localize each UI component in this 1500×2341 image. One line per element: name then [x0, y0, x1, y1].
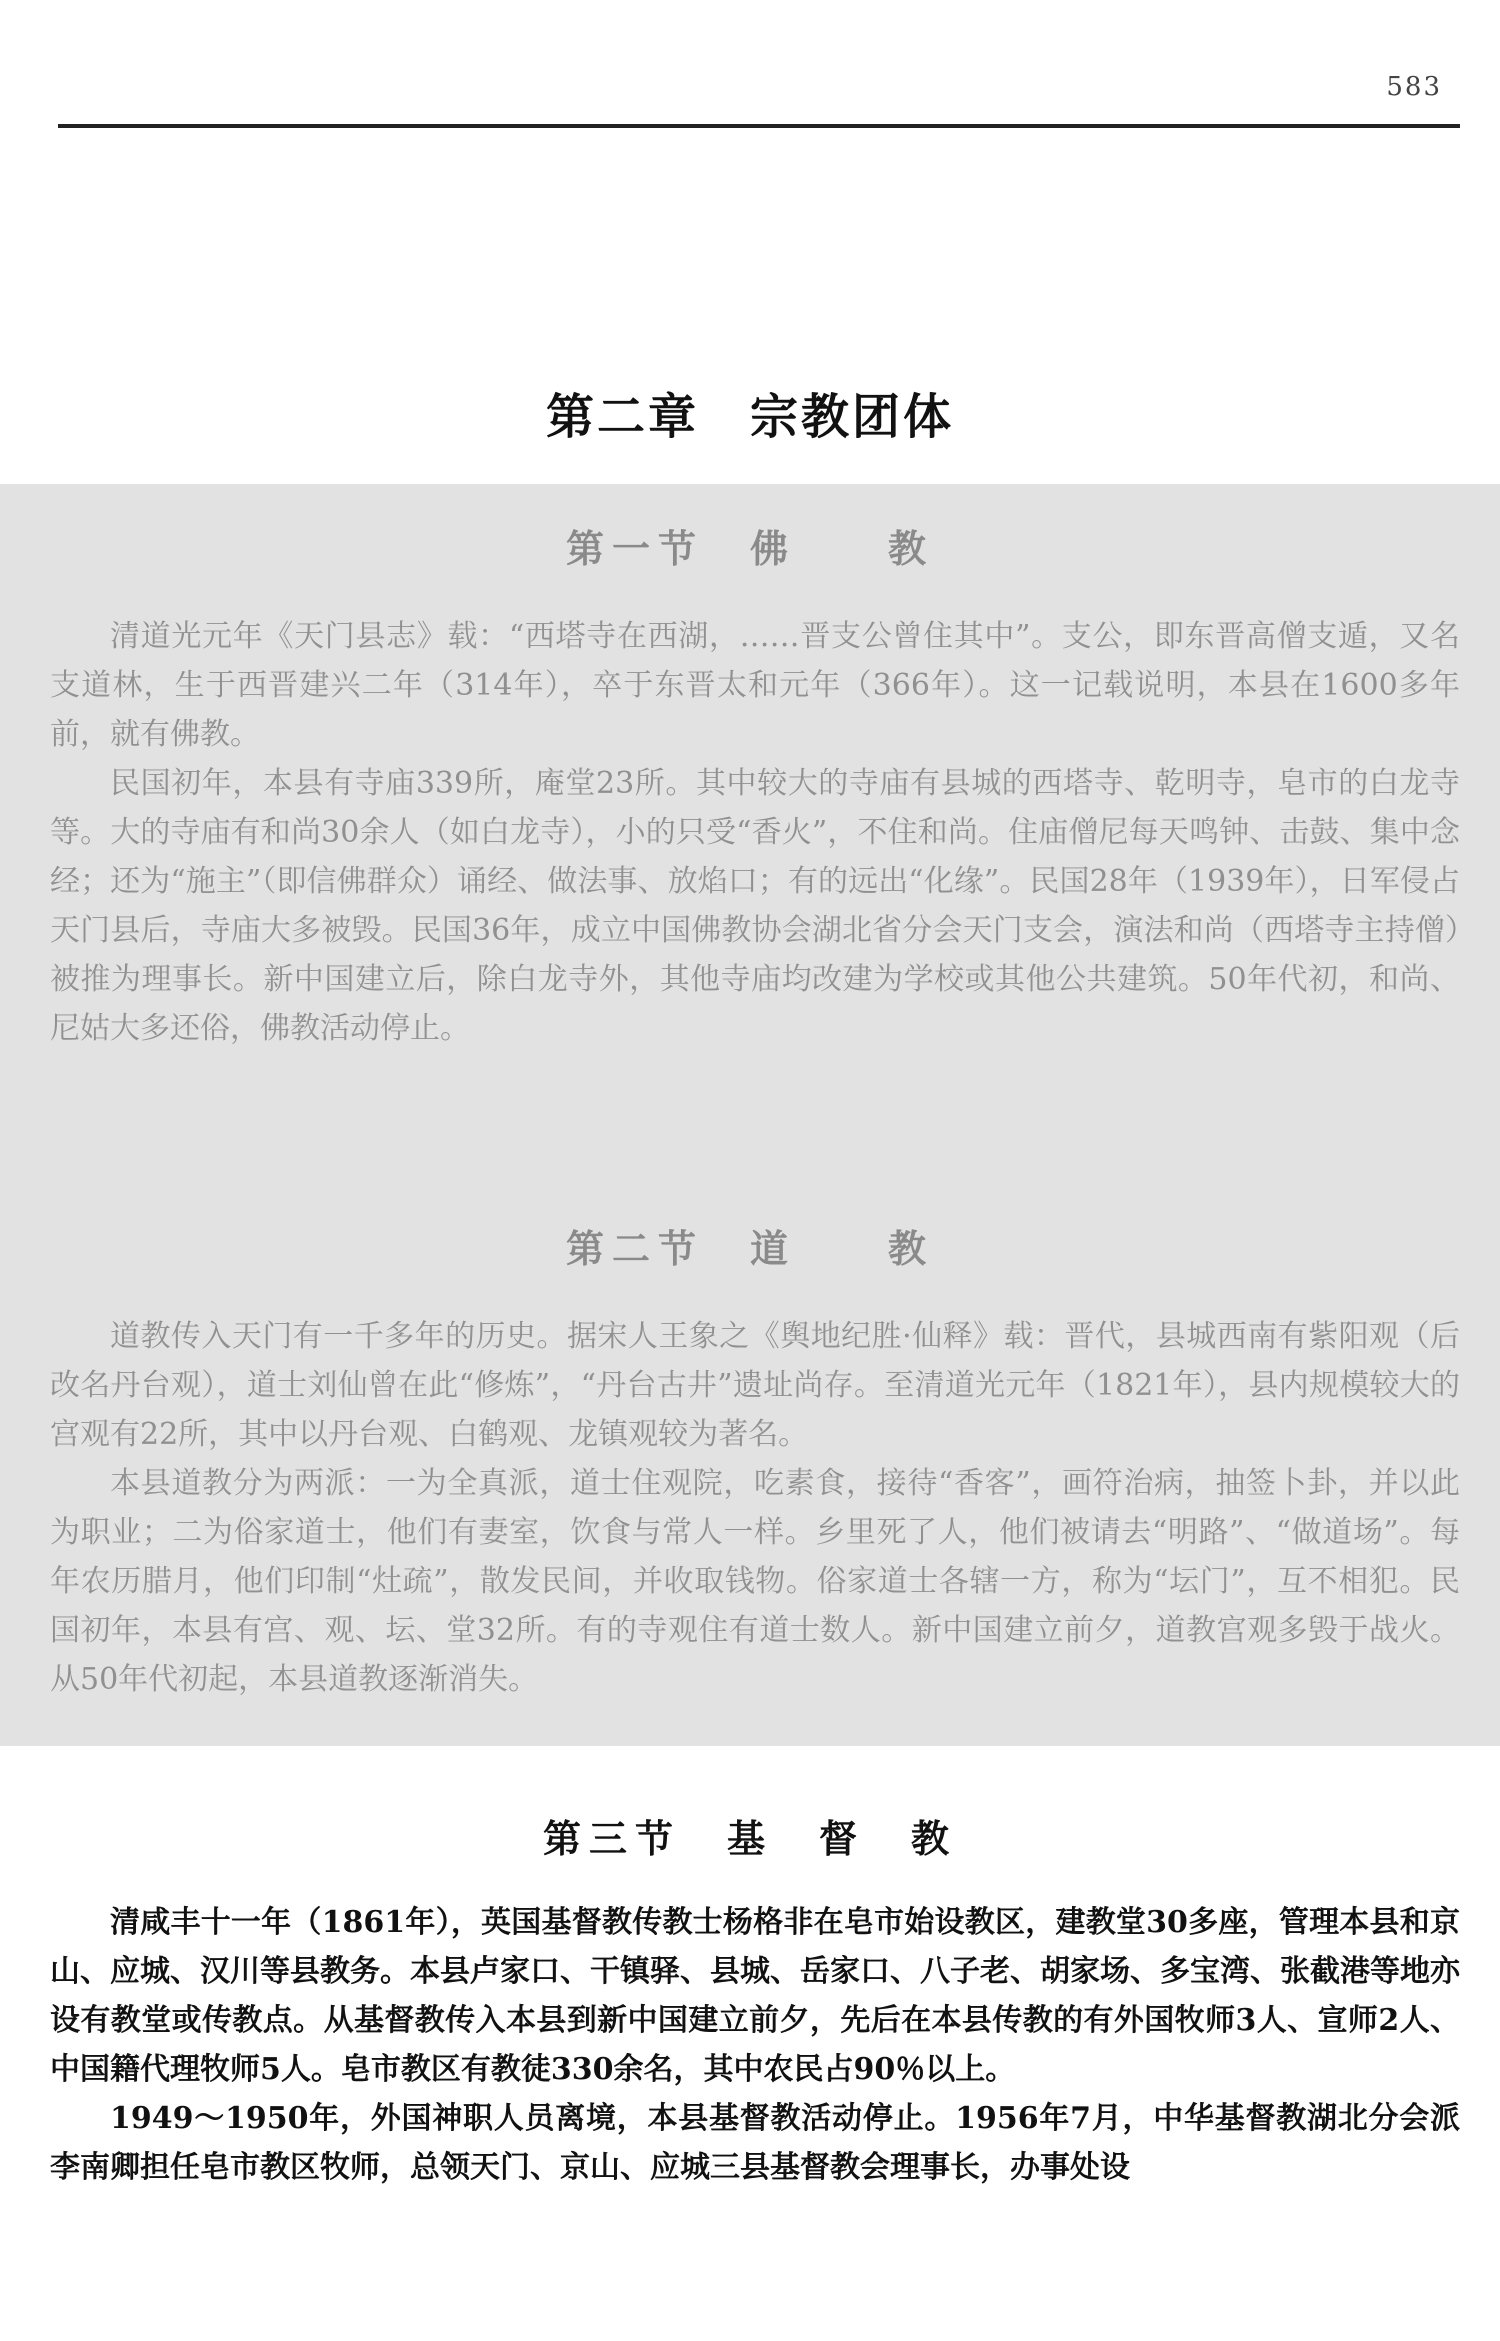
section-body-buddhism	[50, 612, 1460, 1053]
paragraph: 1949～1950年，外国神职人员离境，本县基督教活动停止。1956年7月，中华基督教湖北分会派李南卿担任皂市教区牧师，总领天门、京山、应城三县基督教会理事长，办事处设	[50, 2101, 1460, 2185]
section-title-taoism: 第二节 道 教	[565, 1226, 934, 1271]
paragraph: 民国初年，本县有寺庙339所，庵堂23所。其中较大的寺庙有县城的西塔寺、乾明寺，皂市的白龙寺等。大的寺庙有和尚30余人（如白龙寺），小的只受“香火”，不住和尚。住庙僧尼每天鸣钟、击鼓、集中念经；还为“施主”（即信佛群众）诵经、做法事、放焰口；有的远出“化缘”。民国28年（1939年），日军侵占天门县后，寺庙大多被毁。民国36年，成立中国佛教协会湖北省分会天门支会，演法和尚（西塔寺主持僧）被推为理事长。新中国建立后，除白龙寺外，其他寺庙均改建为学校或其他公共建筑。50年代初，和尚、尼姑大多还俗，佛教活动停止。	[50, 766, 1460, 1046]
chapter-title: 第二章 宗教团体	[545, 389, 954, 445]
paragraph: 本县道教分为两派：一为全真派，道士住观院，吃素食，接待“香客”，画符治病，抽签卜卦，并以此为职业；二为俗家道士，他们有妻室，饮食与常人一样。乡里死了人，他们被请去“明路”、“做道场”。每年农历腊月，他们印制“灶疏”，散发民间，并收取钱物。俗家道士各辖一方，称为“坛门”，互不相犯。民国初年，本县有宫、观、坛、堂32所。有的寺观住有道士数人。新中国建立前夕，道教宫观多毁于战火。从50年代初起，本县道教逐渐消失。	[50, 1466, 1460, 1697]
section-title-buddhism: 第一节 佛 教	[565, 526, 934, 571]
section-body-christianity	[50, 1898, 1460, 2192]
paragraph: 清道光元年《天门县志》载：“西塔寺在西湖，……晋支公曾住其中”。支公，即东晋高僧支遁，又名支道林，生于西晋建兴二年（314年），卒于东晋太和元年（366年）。这一记载说明，本县在1600多年前，就有佛教。	[50, 619, 1460, 752]
header-rule	[58, 124, 1460, 128]
paragraph: 清咸丰十一年（1861年），英国基督教传教士杨格非在皂市始设教区，建教堂30多座，管理本县和京山、应城、汉川等县教务。本县卢家口、干镇驿、县城、岳家口、八子老、胡家场、多宝湾、张截港等地亦设有教堂或传教点。从基督教传入本县到新中国建立前夕，先后在本县传教的有外国牧师3人、宣师2人、中国籍代理牧师5人。皂市教区有教徒330余名，其中农民占90％以上。	[50, 1905, 1460, 2087]
section-title-christianity: 第三节 基 督 教	[542, 1816, 957, 1861]
paragraph: 道教传入天门有一千多年的历史。据宋人王象之《舆地纪胜·仙释》载：晋代，县城西南有紫阳观（后改名丹台观），道士刘仙曾在此“修炼”，“丹台古井”遗址尚存。至清道光元年（1821年），县内规模较大的宫观有22所，其中以丹台观、白鹤观、龙镇观较为著名。	[50, 1319, 1460, 1452]
page-number: 583	[1386, 72, 1442, 102]
section-body-taoism	[50, 1312, 1460, 1704]
